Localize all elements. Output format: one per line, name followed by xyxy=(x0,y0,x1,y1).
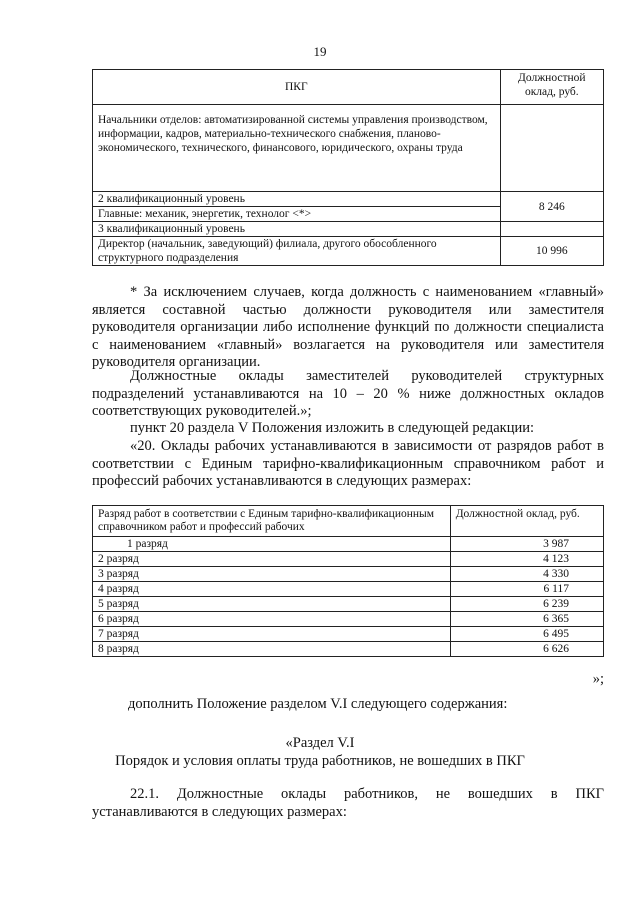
level-3-cell: 3 квалификационный уровень xyxy=(93,222,501,237)
table-row xyxy=(93,627,604,642)
table-header-row xyxy=(93,70,604,105)
salary-cell: 6 495 xyxy=(450,627,603,642)
workers-salary-paragraph: «20. Оклады рабочих устанавливаются в зависимости от разрядов работ в соответствии с Единым тарифно-квалификационным справочником работ и профессий рабочих устанавливаются в следующих размерах: xyxy=(92,438,604,490)
grade-cell: 8 разряд xyxy=(93,642,451,657)
table-row xyxy=(93,552,604,567)
paragraph-22-1: 22.1. Должностные оклады работников, не вошедших в ПКГ устанавливаются в следующих размерах: xyxy=(92,786,604,820)
level-3-positions-cell: Директор (начальник, заведующий) филиала, другого обособленного структурного подразделения xyxy=(93,237,501,266)
grade-cell: 2 разряд xyxy=(93,552,451,567)
table-row xyxy=(93,105,604,192)
header-grade: Разряд работ в соответствии с Единым тарифно-квалификационным справочником работ и профессий рабочих xyxy=(93,506,451,537)
heads-of-departments-cell: Начальники отделов: автоматизированной системы управления производством, информации, кадров, материально-технического снабжения, планово-экономического, технического, финансового, юридического, охраны труда xyxy=(93,105,501,192)
salary-cell: 6 626 xyxy=(450,642,603,657)
salary-cell: 6 239 xyxy=(450,597,603,612)
empty-salary-cell xyxy=(500,105,603,192)
table-row xyxy=(93,567,604,582)
grade-cell: 4 разряд xyxy=(93,582,451,597)
table-row xyxy=(93,642,604,657)
closing-quote: »; xyxy=(592,671,604,687)
salary-cell: 4 123 xyxy=(450,552,603,567)
level-3-salary: 10 996 xyxy=(500,237,603,266)
grade-cell: 5 разряд xyxy=(93,597,451,612)
header-salary: Должностной оклад, руб. xyxy=(450,506,603,537)
salary-cell: 4 330 xyxy=(450,567,603,582)
section-subtitle: Порядок и условия оплаты труда работников, не вошедших в ПКГ xyxy=(115,753,525,769)
table-row xyxy=(93,537,604,552)
deputy-salary-paragraph: Должностные оклады заместителей руководителей структурных подразделений устанавливаются на 10 – 20 % ниже должностных окладов соответствующих руководителей.»; xyxy=(92,368,604,420)
grade-salary-table xyxy=(92,505,604,657)
level-2-salary: 8 246 xyxy=(500,192,603,222)
level-2-cell: 2 квалификационный уровень xyxy=(93,192,501,207)
table-row xyxy=(93,612,604,627)
punkt-intro-paragraph: пункт 20 раздела V Положения изложить в следующей редакции: xyxy=(130,420,534,436)
grade-cell: 1 разряд xyxy=(93,537,451,552)
footnote-paragraph: * За исключением случаев, когда должность с наименованием «главный» является составной частью должности руководителя или заместителя руководителя организации либо исполнение функций по должности специалиста с наименованием «главный» возлагается на руководителя или заместителя руководителя организации. xyxy=(92,284,604,371)
grade-cell: 6 разряд xyxy=(93,612,451,627)
grade-cell: 3 разряд xyxy=(93,567,451,582)
table-row xyxy=(93,597,604,612)
salary-cell: 6 365 xyxy=(450,612,603,627)
empty-salary-cell xyxy=(500,222,603,237)
table-row xyxy=(93,237,604,266)
supplement-line: дополнить Положение разделом V.I следующего содержания: xyxy=(128,696,508,712)
table-row xyxy=(93,582,604,597)
table-row xyxy=(93,192,604,207)
grade-cell: 7 разряд xyxy=(93,627,451,642)
table-row xyxy=(93,222,604,237)
header-salary: Должностной оклад, руб. xyxy=(500,70,603,105)
salary-cell: 3 987 xyxy=(450,537,603,552)
salary-cell: 6 117 xyxy=(450,582,603,597)
page-number: 19 xyxy=(313,44,327,59)
level-2-positions-cell: Главные: механик, энергетик, технолог <*> xyxy=(93,207,501,222)
pkg-salary-table xyxy=(92,69,604,266)
table-header-row xyxy=(93,506,604,537)
section-title: «Раздел V.I xyxy=(285,735,355,751)
header-pkg: ПКГ xyxy=(93,70,501,105)
